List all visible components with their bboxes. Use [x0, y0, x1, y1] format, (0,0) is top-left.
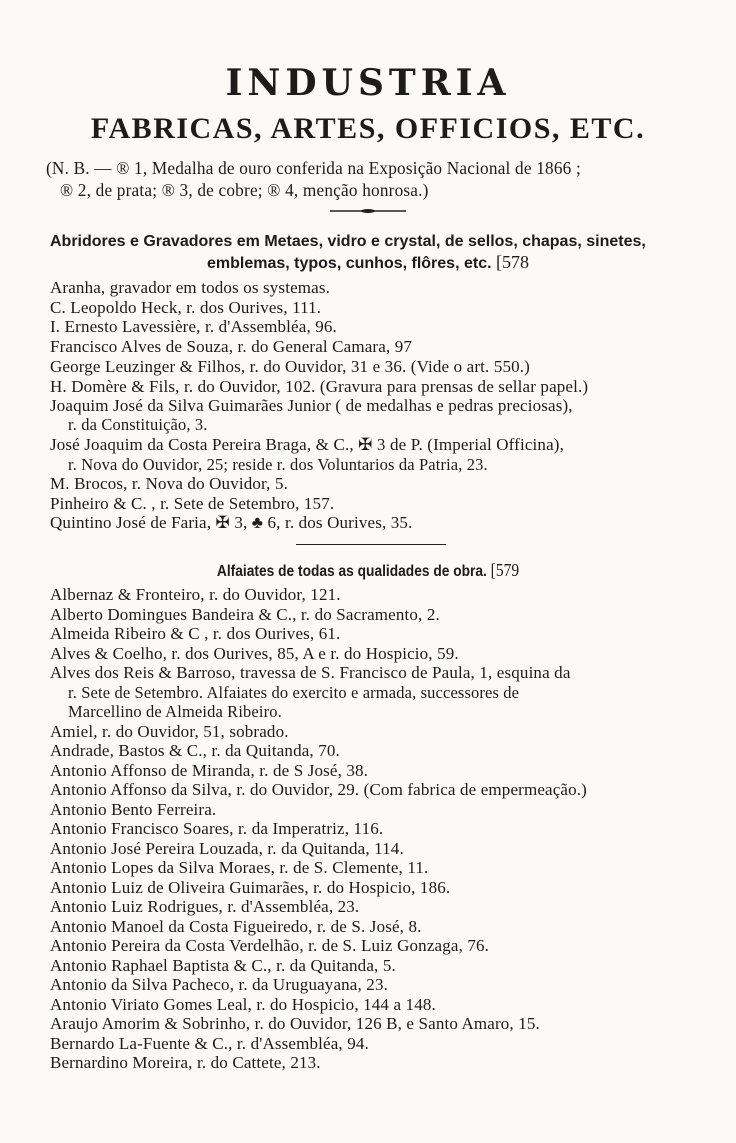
list-item: Antonio Bento Ferreira.	[50, 800, 217, 819]
list-item: Amiel, r. do Ouvidor, 51, sobrado.	[50, 722, 289, 741]
list-item-continuation: r. da Constituição, 3.	[68, 415, 208, 434]
list-item: M. Brocos, r. Nova do Ouvidor, 5.	[50, 474, 289, 493]
list-item: Bernardino Moreira, r. do Cattete, 213.	[50, 1053, 321, 1072]
section-divider	[296, 544, 446, 545]
list-item: Almeida Ribeiro & C , r. dos Ourives, 61.	[50, 624, 341, 643]
section-number: [578	[495, 252, 529, 272]
section-heading-engravers	[50, 232, 686, 274]
list-item: George Leuzinger & Filhos, r. do Ouvidor, 31 e 36. (Vide o art. 550.)	[50, 357, 530, 376]
list-item-continuation: r. Nova do Ouvidor, 25; reside r. dos Voluntarios da Patria, 23.	[68, 455, 488, 474]
list-item: Antonio Luiz de Oliveira Guimarães, r. do Hospicio, 186.	[50, 878, 451, 897]
list-item: Alberto Domingues Bandeira & C., r. do Sacramento, 2.	[50, 605, 440, 624]
medal-note-line-2: ® 2, de prata; ® 3, de cobre; ® 4, menção honrosa.)	[60, 180, 429, 200]
ornament-divider	[330, 209, 406, 213]
list-item: Pinheiro & C. , r. Sete de Setembro, 157.	[50, 494, 335, 513]
page-title: INDUSTRIA	[225, 62, 511, 104]
list-item: Antonio Affonso de Miranda, r. de S José, 38.	[50, 761, 369, 780]
list-item: Quintino José de Faria, ✠ 3, ♣ 6, r. dos Ourives, 35.	[50, 513, 413, 532]
list-item: José Joaquim da Costa Pereira Braga, & C., ✠ 3 de P. (Imperial Officina),	[50, 435, 564, 454]
list-item: Alves & Coelho, r. dos Ourives, 85, A e r. do Hospicio, 59.	[50, 644, 459, 663]
list-item: Andrade, Bastos & C., r. da Quitanda, 70.	[50, 741, 340, 760]
section-heading-line-1: Abridores e Gravadores em Metaes, vidro e crystal, de sellos, chapas, sinetes,	[50, 233, 646, 250]
list-item: Alves dos Reis & Barroso, travessa de S. Francisco de Paula, 1, esquina da	[50, 663, 571, 682]
list-item: I. Ernesto Lavessière, r. d'Assembléa, 96.	[50, 317, 337, 336]
page-subtitle: FABRICAS, ARTES, OFFICIOS, ETC.	[90, 112, 646, 145]
list-item: Antonio Lopes da Silva Moraes, r. de S. Clemente, 11.	[50, 858, 429, 877]
list-item: Antonio Manoel da Costa Figueiredo, r. de S. José, 8.	[50, 917, 422, 936]
list-item: Joaquim José da Silva Guimarães Junior ( de medalhas e pedras preciosas),	[50, 396, 573, 415]
list-item: Antonio José Pereira Louzada, r. da Quitanda, 114.	[50, 839, 404, 858]
section-heading-text: Alfaiates de todas as qualidades de obra.	[216, 563, 487, 580]
list-item: Antonio Raphael Baptista & C., r. da Quitanda, 5.	[50, 956, 396, 975]
section-number: [579	[490, 560, 520, 580]
list-item: Antonio Affonso da Silva, r. do Ouvidor, 29. (Com fabrica de empermeação.)	[50, 780, 587, 799]
list-item-continuation: Marcellino de Almeida Ribeiro.	[68, 702, 282, 721]
section-heading-tailors	[52, 560, 685, 581]
list-item: Francisco Alves de Souza, r. do General Camara, 97	[50, 337, 413, 356]
list-item: Aranha, gravador em todos os systemas.	[50, 278, 330, 297]
list-item: Antonio Luiz Rodrigues, r. d'Assembléa, 23.	[50, 897, 360, 916]
medal-note-line-1: (N. B. — ® 1, Medalha de ouro conferida na Exposição Nacional de 1866 ;	[46, 158, 581, 178]
list-item: Antonio Francisco Soares, r. da Imperatriz, 116.	[50, 819, 384, 838]
list-item-continuation: r. Sete de Setembro. Alfaiates do exercito e armada, successores de	[68, 683, 520, 702]
list-item: Albernaz & Fronteiro, r. do Ouvidor, 121.	[50, 585, 341, 604]
list-item: Araujo Amorim & Sobrinho, r. do Ouvidor, 126 B, e Santo Amaro, 15.	[50, 1014, 540, 1033]
list-item: Antonio da Silva Pacheco, r. da Uruguayana, 23.	[50, 975, 388, 994]
list-item: Antonio Viriato Gomes Leal, r. do Hospicio, 144 a 148.	[50, 995, 436, 1014]
section-heading-line-2: emblemas, typos, cunhos, flôres, etc.	[207, 255, 492, 272]
list-item: Antonio Pereira da Costa Verdelhão, r. de S. Luiz Gonzaga, 76.	[50, 936, 490, 955]
list-item: H. Domère & Fils, r. do Ouvidor, 102. (Gravura para prensas de sellar papel.)	[50, 377, 589, 396]
list-item: Bernardo La-Fuente & C., r. d'Assembléa, 94.	[50, 1034, 369, 1053]
list-item: C. Leopoldo Heck, r. dos Ourives, 111.	[50, 298, 322, 317]
